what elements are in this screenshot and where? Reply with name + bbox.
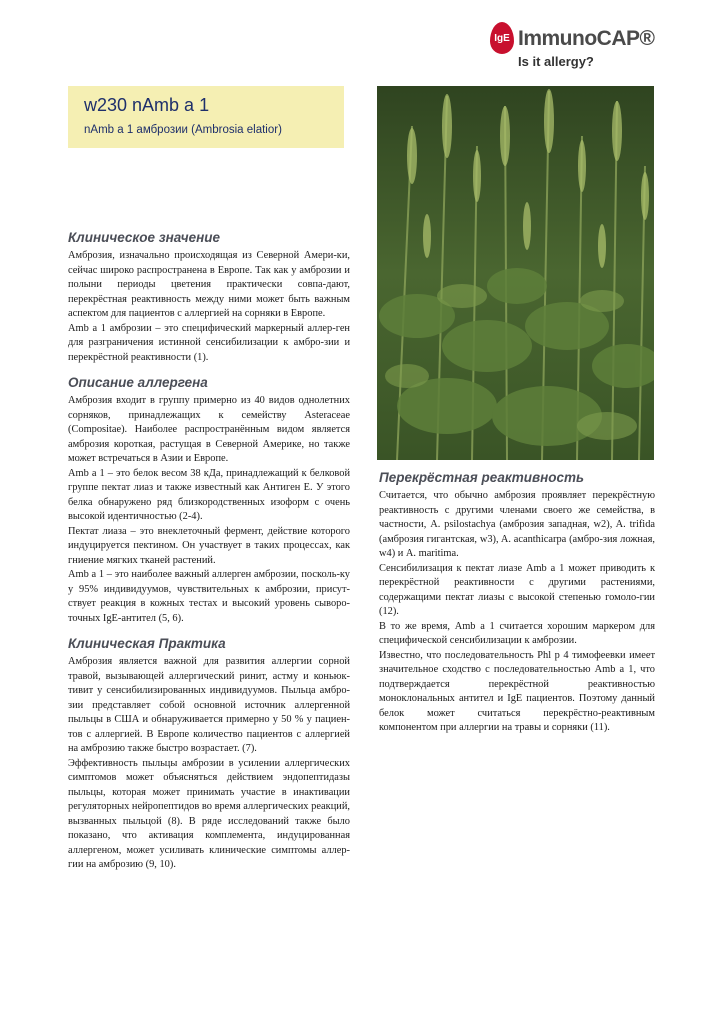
title-box bbox=[68, 86, 344, 148]
section-heading-allergen-description: Описание аллергена bbox=[68, 375, 208, 390]
paragraph: Амброзия, изначально происходящая из Северной Амери-ки, сейчас широко распространена в Европе. Так как у амброзии и полыни периоды цветения практически совпа-дают, перекрёстная реактивность между ними может быть важным аспектом для пациентов с аллергией на сорняки в Европе. bbox=[68, 250, 350, 319]
logo-name: ImmunoCAP® bbox=[518, 27, 655, 50]
paragraph: Амброзия является важной для развития аллергии сорной травой, вызывающей аллергический ринит, астму и коньюк-тивит у сенсибилизированных индивидуумов. Пыльца амбро-зии представляет собой основной источник аллергенной пыльцы в США и обнаруживается примерно у 50 % у пациен-тов с аллергией. В Европе количество пациентов с аллергией на амброзию также быстро возрастает. (7). bbox=[68, 656, 350, 754]
paragraph: В то же время, Amb a 1 считается хорошим маркером для специфической сенсибилизации к амброзии. bbox=[379, 620, 655, 646]
paragraph: Амброзия входит в группу примерно из 40 видов однолетних сорняков, принадлежащих к семейству Asteraceae (Compositae). Наиболее распространённым видом является амброзия короткая, растущая в Северной Америке, но также может встречаться в Азии и Европе. bbox=[68, 395, 350, 464]
section-heading-clinical-significance: Клиническое значение bbox=[68, 230, 221, 245]
left-column bbox=[68, 230, 350, 873]
ragweed-plant-photo bbox=[377, 86, 654, 460]
paragraph: Известно, что последовательность Phl p 4 тимофеевки имеет значительное сходство с последовательностью Amb a 1, что подтверждается перекрёстной реактивностью моноклональных антител и IgE пациентов. Поэтому данный белок может считаться перекрёстно-реактивным компонентом при аллергии на травы и сорняки (11). bbox=[379, 649, 655, 733]
immunocap-logo bbox=[488, 14, 688, 74]
paragraph: Amb a 1 амброзии – это специфический маркерный аллер-ген для разграничения истинной сенсибилизации к амбро-зии и перекрёстной реактивности (1). bbox=[68, 322, 350, 363]
paragraph: Сенсибилизация к пектат лиазе Amb a 1 может приводить к перекрёстной реактивности с другими растениями, содержащими пектат лиазы с высокой степенью гомоло-гии (12). bbox=[379, 562, 655, 617]
paragraph: Эффективность пыльцы амброзии в усилении аллергических симптомов может объясняться действием эндопептидазы пыльцы, которая может принимать участие в инактивации регуляторных нейропептидов во время аллергических реакций, вызванных пыльцой (8). В ряде исследований также было показано, что активация комплемента, индуцированная аллергеном, может усиливать клинические симптомы аллер-гии на амброзию (9, 10). bbox=[68, 757, 350, 870]
section-heading-clinical-practice: Клиническая Практика bbox=[68, 636, 226, 651]
logo-badge: IgE bbox=[494, 33, 510, 44]
page-title: w230 nAmb a 1 bbox=[84, 95, 210, 115]
ige-drop-icon bbox=[490, 22, 514, 54]
paragraph: Считается, что обычно амброзия проявляет перекрёстную реактивность с другими членами своего же семейства, в частности, A. psilostachya (амброзия западная, w2), A. trifida (амброзия гигантская, w3), A. acanthicarpa (амбро-зия ложная, w4) и A. maritima. bbox=[379, 490, 655, 559]
right-column bbox=[379, 470, 655, 736]
section-heading-cross-reactivity: Перекрёстная реактивность bbox=[379, 470, 585, 485]
page-subtitle: nAmb a 1 амброзии (Ambrosia elatior) bbox=[84, 124, 282, 136]
paragraph: Amb a 1 – это наиболее важный аллерген амброзии, посколь-ку у 95% индивидуумов, чувствительных к амброзии, присут-ствует реакция в кожных тестах и высокий уровень сыворо-точных IgE-антител (5, 6). bbox=[68, 569, 350, 624]
logo-tagline: Is it allergy? bbox=[518, 54, 594, 69]
paragraph: Amb a 1 – это белок весом 38 кДа, принадлежащий к белковой группе пектат лиаз и также известный как Антиген E. У этого белка обнаружено ряд близкородственных изоформ с очень высокой идентичностью (2-4). bbox=[68, 467, 350, 522]
paragraph: Пектат лиаза – это внеклеточный фермент, действие которого индуцируется пектином. Он участвует в таких процессах, как гниение мягких тканей растений. bbox=[68, 525, 350, 566]
